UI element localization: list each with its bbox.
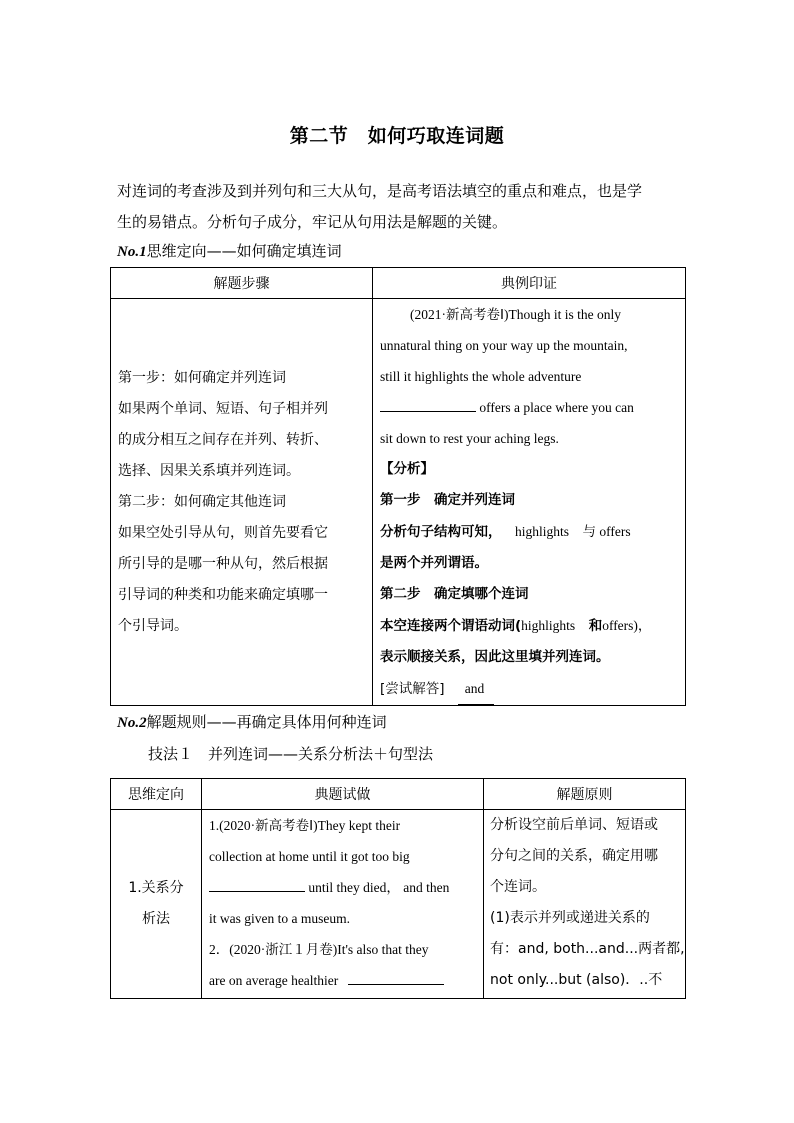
intro-paragraph [117, 176, 683, 238]
section-title: 思维定向——如何确定填连词 [146, 242, 342, 260]
principle-line: (1)表示并列或递进关系的 [490, 910, 650, 926]
exercise-line: 2．(2020·浙江１月卷)It's also that they [209, 942, 429, 957]
example-cell [373, 299, 686, 706]
principle-line: 分句之间的关系，确定用哪 [490, 848, 658, 864]
example-line: sit down to rest your aching legs. [380, 431, 559, 446]
analysis-step-2: 第二步 确定填哪个连词 [380, 586, 529, 602]
method-line: 析法 [142, 911, 170, 927]
answer-text: and [464, 681, 485, 696]
step-line: 第一步：如何确定并列连词 [118, 369, 286, 386]
exercise-line: it was given to a museum. [209, 911, 350, 926]
example-text: Though it is the only [508, 307, 621, 322]
analysis-line [380, 516, 678, 548]
analysis-text: 和 [588, 618, 603, 634]
step-line: 第二步：如何确定其他连词 [118, 493, 286, 510]
example-line: still it highlights the whole adventure [380, 369, 582, 384]
analysis-line: 表示顺接关系，因此这里填并列连词。 [380, 649, 610, 665]
answer-value [458, 673, 494, 705]
exercise-line [209, 965, 476, 996]
steps-cell [111, 299, 373, 706]
answer-blank[interactable] [209, 877, 305, 892]
principle-cell [484, 810, 686, 999]
step-line: 所引导的是哪一种从句，然后根据 [118, 555, 328, 572]
example-line [380, 299, 678, 330]
steps-table [110, 267, 686, 706]
analysis-text: 与 [582, 524, 597, 540]
column-header: 思维定向 [111, 779, 202, 810]
section-1-heading [117, 240, 342, 261]
step-line: 引导词的种类和功能来确定填哪一 [118, 586, 328, 603]
exercise-cell [202, 810, 484, 999]
principle-line: 个连词。 [490, 879, 546, 895]
principle-line: not only...but (also)．..不 [490, 972, 663, 988]
analysis-term: highlights [515, 524, 570, 539]
example-line: unnatural thing on your way up the mountain, [380, 338, 628, 353]
method-line: 1.关系分 [128, 880, 184, 896]
analysis-step-1: 第一步 确定并列连词 [380, 492, 515, 508]
section-title: 解题规则——再确定具体用何种连词 [146, 713, 387, 731]
answer-label: [尝试解答] [380, 681, 445, 697]
answer-blank[interactable] [348, 970, 444, 985]
analysis-term: offers [599, 524, 631, 539]
analysis-term: offers)， [602, 618, 652, 633]
analysis-text: 分析句子结构可知， [380, 524, 502, 540]
page-title: 第二节 如何巧取连词题 [289, 125, 505, 147]
step-line: 如果两个单词、短语、句子相并列 [118, 400, 328, 417]
section-2-heading [117, 711, 387, 732]
step-line: 选择、因果关系填并列连词。 [118, 462, 300, 479]
exercise-line: collection at home until it got too big [209, 849, 410, 864]
exercise-text: until they died， and then [305, 880, 450, 895]
step-line: 个引导词。 [118, 617, 188, 634]
method-cell [111, 810, 202, 999]
skill-heading: 技法１ 并列连词——关系分析法＋句型法 [148, 745, 434, 763]
column-header: 解题步骤 [111, 268, 373, 299]
section-number: No.2 [117, 715, 147, 731]
analysis-label: 【分析】 [380, 461, 434, 477]
column-header: 典题试做 [202, 779, 484, 810]
section-number: No.1 [117, 244, 147, 260]
analysis-term: highlights [521, 618, 576, 633]
exercise-line [209, 872, 476, 903]
example-line [380, 392, 678, 423]
exercise-line: 1.(2020·新高考卷Ⅰ)They kept their [209, 818, 401, 833]
answer-line [380, 673, 678, 705]
answer-blank[interactable] [380, 397, 476, 412]
analysis-text: 本空连接两个谓语动词( [380, 618, 522, 634]
analysis-line: 是两个并列谓语。 [380, 555, 488, 571]
example-text: offers a place where you can [476, 400, 634, 415]
method-table [110, 778, 686, 999]
step-line: 如果空处引导从句，则首先要看它 [118, 524, 328, 541]
column-header: 解题原则 [484, 779, 686, 810]
example-source: (2021·新高考卷Ⅰ) [410, 307, 509, 322]
exercise-text: are on average healthier [209, 973, 342, 988]
column-header: 典例印证 [373, 268, 686, 299]
step-line: 的成分相互之间存在并列、转折、 [118, 431, 328, 448]
principle-line: 有：and, both...and...两者都, [490, 941, 685, 957]
analysis-line [380, 610, 678, 642]
principle-line: 分析设空前后单词、短语或 [490, 817, 658, 833]
intro-line: 生的易错点。分析句子成分，牢记从句用法是解题的关键。 [117, 213, 508, 231]
intro-line: 对连词的考查涉及到并列句和三大从句，是高考语法填空的重点和难点，也是学 [117, 182, 643, 200]
